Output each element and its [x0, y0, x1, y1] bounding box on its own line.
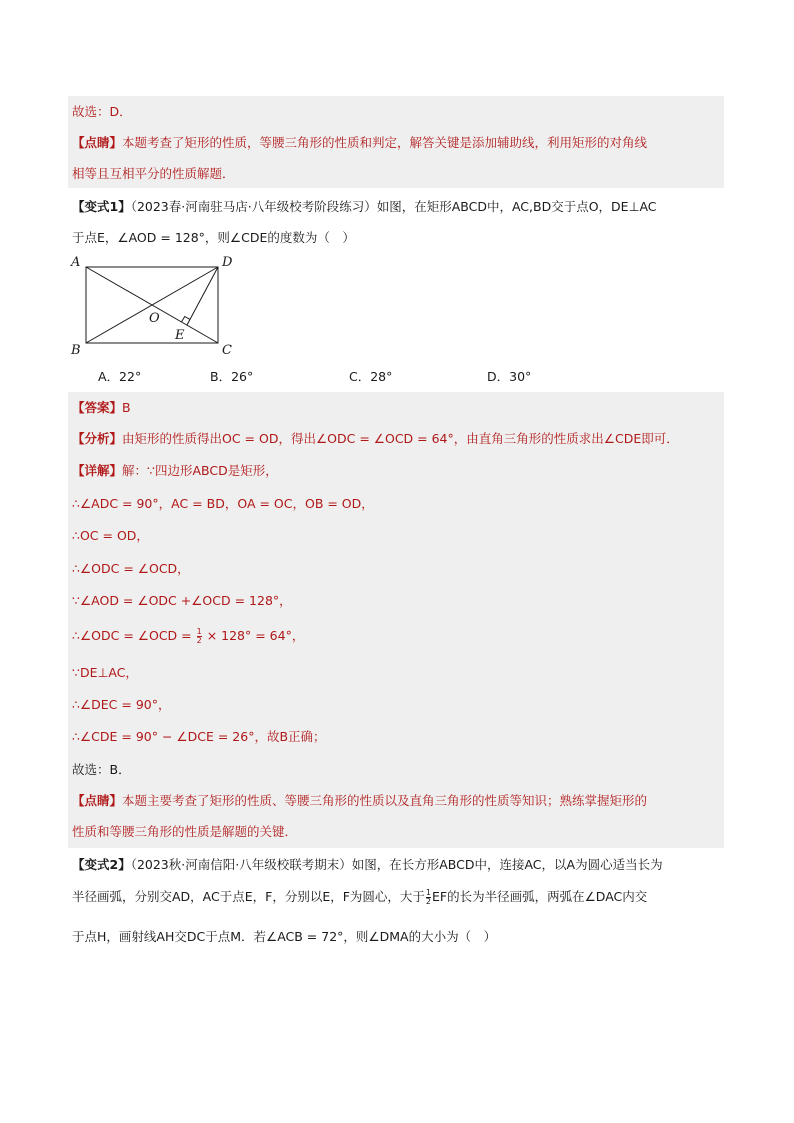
label-o: O [149, 311, 160, 326]
step-4: ∵∠AOD = ∠ODC +∠OCD = 128°， [72, 593, 292, 608]
label-a: A [71, 255, 81, 270]
detail-intro: 解：∵四边形ABCD是矩形， [122, 463, 278, 478]
question-2-line-3: 于点H，画射线AH交DC于点M．若∠ACB = 72°，则∠DMA的大小为（ ） [72, 929, 497, 944]
comment-label: 【点睛】 [72, 793, 123, 808]
step-5 [72, 628, 304, 645]
question-text-part-2: EF的长为半径画弧，两弧在∠DAC内交 [432, 889, 648, 904]
step-1: ∴∠ADC = 90°，AC = BD，OA = OC，OB = OD， [72, 496, 374, 511]
detail-line [72, 463, 278, 479]
step-3: ∴∠ODC = ∠OCD， [72, 561, 190, 576]
answer-value: B [122, 400, 131, 415]
detail-label: 【详解】 [72, 463, 123, 478]
option-c[interactable]: C．28° [349, 369, 393, 384]
analysis-line [72, 431, 679, 447]
fraction-one-half: $\frac{1}{2}$ [196, 627, 202, 645]
step-2: ∴OC = OD， [72, 528, 149, 543]
step-6: ∵DE⊥AC， [72, 665, 138, 680]
analysis-label: 【分析】 [72, 431, 123, 446]
question-1-line-2: 于点E，∠AOD = 128°，则∠CDE的度数为（ ） [72, 230, 355, 245]
step-5-tail: × 128° = 64°， [206, 628, 305, 643]
answer-line [72, 400, 131, 416]
question-source: （2023春·河南驻马店·八年级校考阶段练习） [130, 199, 377, 214]
previous-conclusion: 故选：D． [72, 104, 132, 119]
conclusion: 故选：B． [72, 762, 131, 777]
comment-line-1 [72, 793, 647, 809]
question-text-part-1: 半径画弧，分别交AD，AC于点E，F，分别以E，F为圆心，大于 [72, 889, 425, 904]
comment-line-2: 性质和等腰三角形的性质是解题的关键． [72, 824, 298, 839]
question-2-line-1 [72, 857, 663, 873]
option-b[interactable]: B．26° [210, 369, 254, 384]
question-1-line-1 [72, 199, 657, 215]
step-5-text: ∴∠ODC = ∠OCD = [72, 628, 192, 643]
rectangle-figure [66, 250, 246, 360]
comment-label: 【点睛】 [72, 135, 123, 150]
question-source: （2023秋·河南信阳·八年级校联考期末） [130, 857, 352, 872]
previous-comment-line-2: 相等且互相平分的性质解题． [72, 166, 235, 181]
option-d[interactable]: D．30° [487, 369, 532, 384]
solution-block [68, 392, 724, 848]
question-text: 如图，在长方形ABCD中，连接AC，以A为圆心适当长为 [351, 857, 663, 872]
previous-comment-line-1 [72, 135, 647, 151]
answer-label: 【答案】 [72, 400, 123, 415]
step-8: ∴∠CDE = 90° − ∠DCE = 26°，故B正确； [72, 729, 326, 744]
label-e: E [175, 328, 185, 343]
question-2-line-2 [72, 889, 647, 906]
option-a[interactable]: A．22° [98, 369, 142, 384]
question-label: 【变式2】 [72, 857, 131, 872]
analysis-text: 由矩形的性质得出OC = OD，得出∠ODC = ∠OCD = 64°，由直角三角形的性质求出∠CDE即可． [122, 431, 679, 446]
fraction-one-half: $\frac{1}{2}$ [425, 888, 432, 906]
comment-text: 本题主要考查了矩形的性质、等腰三角形的性质以及直角三角形的性质等知识；熟练掌握矩形的 [122, 793, 648, 808]
label-d: D [222, 255, 233, 270]
question-label: 【变式1】 [72, 199, 131, 214]
comment-text: 本题考查了矩形的性质，等腰三角形的性质和判定，解答关键是添加辅助线，利用矩形的对角线 [122, 135, 648, 150]
label-b: B [71, 343, 81, 358]
step-7: ∴∠DEC = 90°， [72, 697, 171, 712]
question-text: 如图，在矩形ABCD中，AC,BD交于点O，DE⊥AC [376, 199, 657, 214]
label-c: C [222, 343, 232, 358]
